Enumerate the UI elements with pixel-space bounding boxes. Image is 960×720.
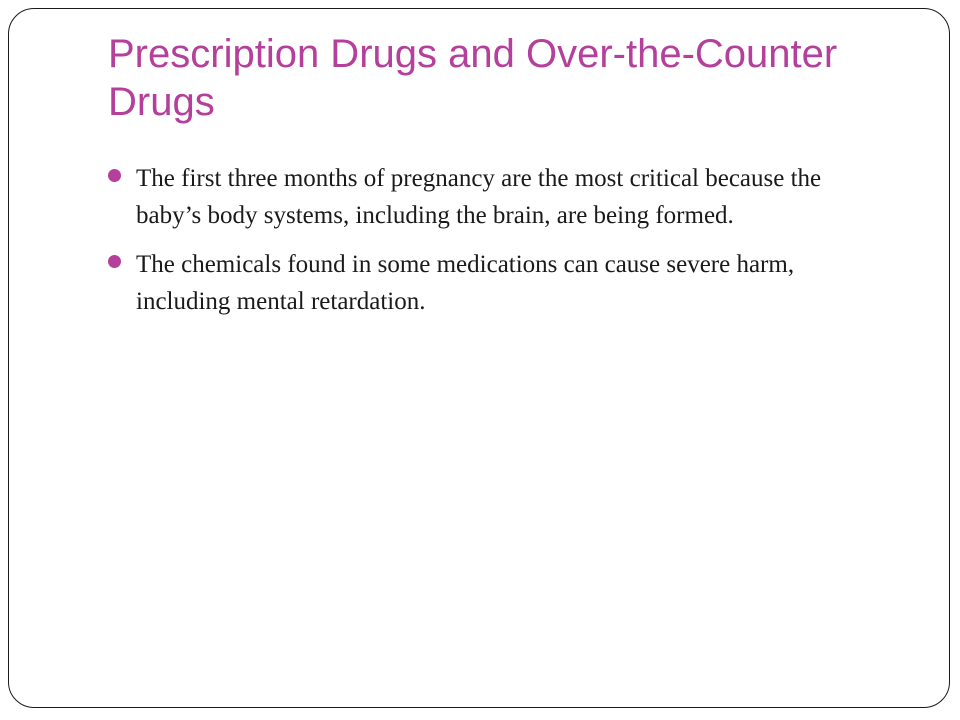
bullet-item: [108, 246, 868, 320]
bullet-list: [108, 160, 868, 332]
bullet-text: The chemicals found in some medications can cause severe harm, including mental retardation.: [136, 251, 795, 315]
bullet-item: [108, 160, 868, 234]
bullet-dot-icon: [108, 169, 121, 182]
slide-title: Prescription Drugs and Over-the-Counter Drugs: [108, 32, 838, 124]
bullet-dot-icon: [108, 255, 121, 268]
bullet-text: The first three months of pregnancy are the most critical because the baby’s body systems, including the brain, are being formed.: [136, 165, 822, 229]
